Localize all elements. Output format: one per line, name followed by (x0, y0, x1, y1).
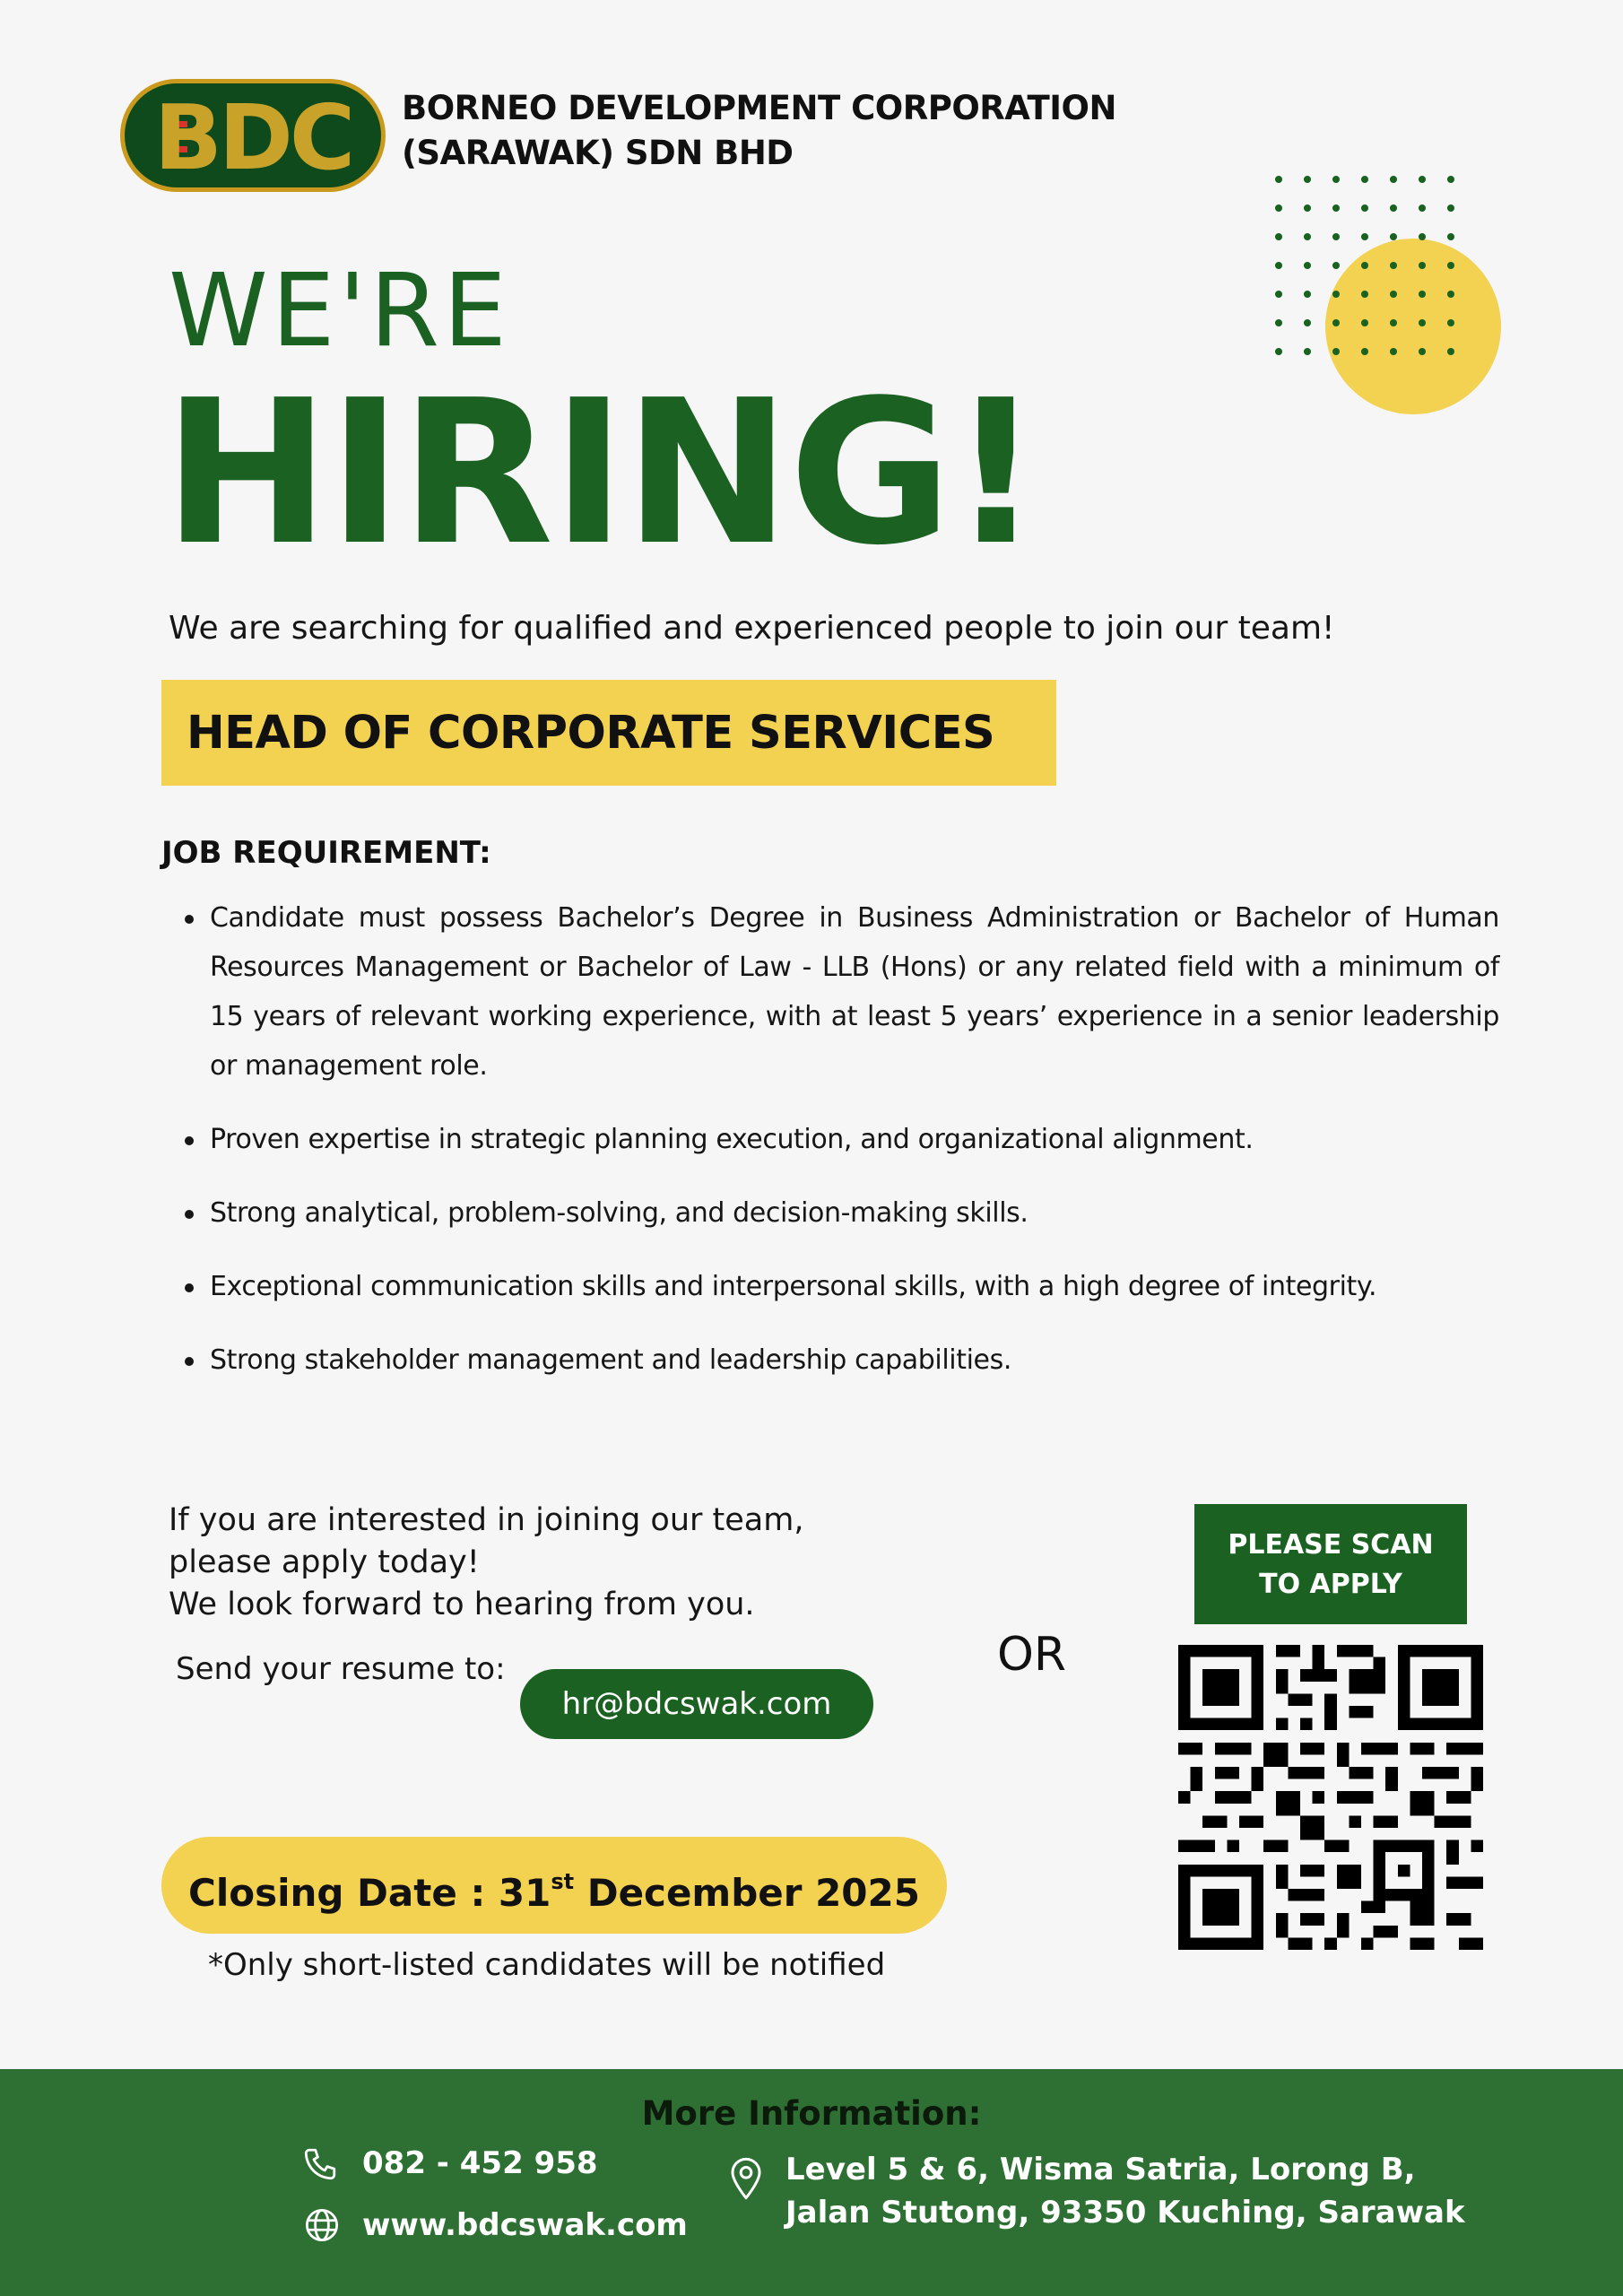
shortlist-note: *Only short-listed candidates will be notified (208, 1947, 886, 1983)
phone-icon (301, 2145, 339, 2183)
headline-hiring: HIRING! (163, 358, 1040, 589)
logo-text: BDC (153, 85, 352, 190)
closing-date-ordinal: st (551, 1869, 575, 1894)
globe-icon (303, 2206, 341, 2244)
requirements-title: JOB REQUIREMENT: (161, 835, 491, 871)
position-title: HEAD OF CORPORATE SERVICES (187, 707, 995, 760)
closing-date-label: Closing Date : 31 (188, 1871, 551, 1915)
headline-were: WE'RE (169, 253, 510, 370)
footer-address-line1: Level 5 & 6, Wisma Satria, Lorong B, (785, 2152, 1416, 2187)
decorative-dots (1271, 172, 1467, 361)
scan-to-apply-label (1194, 1504, 1467, 1624)
apply-line1: If you are interested in joining our team, (169, 1502, 804, 1538)
requirement-item: Exceptional communication skills and interpersonal skills, with a high degree of integrity. (179, 1262, 1499, 1311)
footer-address-line2: Jalan Stutong, 93350 Kuching, Sarawak (785, 2195, 1465, 2231)
company-name-line2: (SARAWAK) SDN BHD (402, 134, 794, 172)
closing-date-badge (161, 1837, 947, 1934)
subtitle: We are searching for qualified and experienced people to join our team! (169, 610, 1335, 647)
requirement-item: Strong stakeholder management and leadership capabilities. (179, 1335, 1499, 1385)
qr-code-icon[interactable] (1178, 1645, 1483, 1950)
send-resume-label: Send your resume to: (176, 1651, 506, 1687)
requirement-item: Candidate must possess Bachelor’s Degree in Business Administration or Bachelor of Human Resources Management or Bachelor of Law - LLB (Hons) or any related field with a minimum of 15 years of relevant working experience, with at least 5 years’ experience in a senior leadership or management role. (179, 893, 1499, 1091)
footer-title: More Information: (641, 2094, 982, 2133)
apply-message (169, 1500, 803, 1626)
location-pin-icon (728, 2156, 764, 2201)
requirement-item: Strong analytical, problem-solving, and decision-making skills. (179, 1188, 1499, 1238)
email-link[interactable]: hr@bdcswak.com (520, 1669, 873, 1739)
or-label: OR (997, 1628, 1067, 1682)
footer-phone[interactable]: 082 - 452 958 (362, 2145, 598, 2181)
company-logo (120, 79, 386, 192)
footer-address (785, 2148, 1465, 2234)
apply-line3: We look forward to hearing from you. (169, 1587, 755, 1622)
company-name-line1: BORNEO DEVELOPMENT CORPORATION (402, 89, 1116, 127)
apply-line2: please apply today! (169, 1544, 480, 1580)
scan-line1: PLEASE SCAN (1228, 1529, 1434, 1561)
company-name (402, 86, 1116, 176)
footer-website[interactable]: www.bdcswak.com (362, 2207, 688, 2243)
requirement-item: Proven expertise in strategic planning execution, and organizational alignment. (179, 1115, 1499, 1164)
scan-line2: TO APPLY (1259, 1569, 1402, 1600)
position-banner (161, 680, 1056, 786)
closing-date-rest: December 2025 (574, 1871, 920, 1915)
requirements-list (179, 893, 1499, 1409)
